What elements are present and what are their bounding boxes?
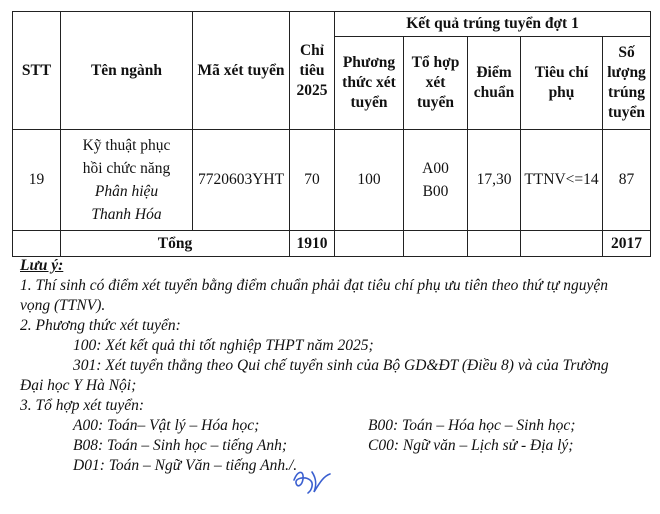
combo-b08: B08: Toán – Sinh học – tiếng Anh; [73,437,287,454]
cell-quota: 70 [290,130,335,231]
cell-stt: 19 [13,130,61,231]
header-admitted: Số lượng trúng tuyển [603,37,651,130]
cell-total-label: Tổng [61,231,290,257]
cell-method: 100 [335,130,404,231]
header-result-group: Kết quả trúng tuyển đợt 1 [335,12,651,37]
combo-c00: C00: Ngữ văn – Lịch sử - Địa lý; [368,437,574,454]
combo-pair-row [20,456,650,476]
cell-combo: A00 B00 [404,130,468,231]
cell-criteria: TTNV<=14 [521,130,603,231]
method-301-note-line-2: Đại học Y Hà Nội; [20,377,137,394]
combo-pair-row [20,416,650,436]
header-method: Phương thức xét tuyển [335,37,404,130]
note-1-line-2: vọng (TTNV). [20,297,106,314]
table-row [13,130,651,231]
combo-d01: D01: Toán – Ngữ Văn – tiếng Anh./. [73,457,298,474]
note-1-line-1: 1. Thí sinh có điểm xét tuyển bằng điểm chuẩn phải đạt tiêu chí phụ ưu tiên theo thứ tự nguyện [20,277,608,294]
header-combo: Tổ hợp xét tuyển [404,37,468,130]
cell-total-empty [521,231,603,257]
header-score: Điểm chuẩn [468,37,521,130]
header-major: Tên ngành [61,12,193,130]
header-quota: Chỉ tiêu 2025 [290,12,335,130]
cell-total-quota: 1910 [290,231,335,257]
admission-results-table [12,11,651,257]
cell-code: 7720603YHT [193,130,290,231]
header-code: Mã xét tuyển [193,12,290,130]
cell-score: 17,30 [468,130,521,231]
cell-total-empty [404,231,468,257]
cell-admitted: 87 [603,130,651,231]
note-2-title: 2. Phương thức xét tuyển: [20,317,181,334]
note-3-title: 3. Tổ hợp xét tuyển: [20,397,145,414]
method-301-note-line-1: 301: Xét tuyển thẳng theo Qui chế tuyển sinh của Bộ GD&ĐT (Điều 8) và của Trường [73,357,609,374]
cell-total-empty [468,231,521,257]
total-row [13,231,651,257]
notes-title: Lưu ý: [20,257,64,274]
header-stt: STT [13,12,61,130]
cell-major: Kỹ thuật phục hồi chức năng Phân hiệu Thanh Hóa [61,130,193,231]
header-criteria: Tiêu chí phụ [521,37,603,130]
cell-total-empty [335,231,404,257]
cell-total-admitted: 2017 [603,231,651,257]
cell-total-empty-stt [13,231,61,257]
method-100-note: 100: Xét kết quả thi tốt nghiệp THPT năm 2025; [73,337,374,354]
notes-section [20,256,650,476]
combo-b00: B00: Toán – Hóa học – Sinh học; [368,417,576,434]
signature-mark [290,466,334,496]
combo-pair-row [20,436,650,456]
combo-a00: A00: Toán– Vật lý – Hóa học; [73,417,260,434]
